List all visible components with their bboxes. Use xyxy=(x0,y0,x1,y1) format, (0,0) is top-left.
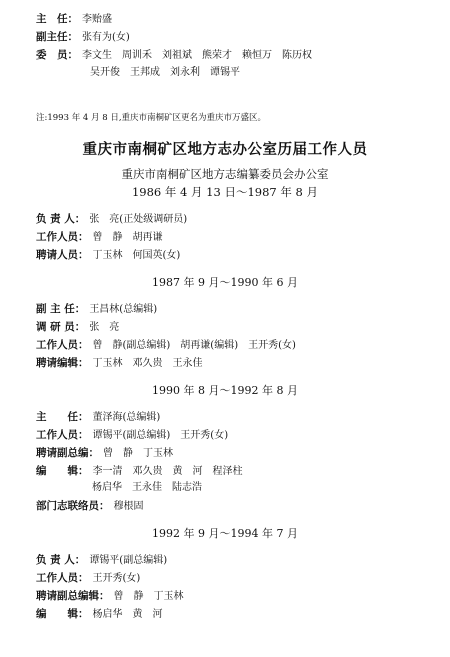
page-title: 重庆市南桐矿区地方志办公室历届工作人员 xyxy=(82,142,368,158)
period4-editors-value: 杨启华 黄 河 xyxy=(92,609,163,620)
period2-range: 1987 年 9 月～1990 年 6 月 xyxy=(152,276,298,289)
period4-deputy-editor-value: 曾 静 丁玉林 xyxy=(113,591,184,602)
period3-staff-label: 工作人员： xyxy=(36,429,89,441)
rename-note: 注:1993 年 4 月 8 日,重庆市南桐矿区更名为重庆市万盛区。 xyxy=(36,113,267,123)
period1-staff-row xyxy=(36,230,163,245)
members-line2: 吴开俊 王邦成 刘永利 谭锡平 xyxy=(90,67,240,78)
period4-head-label: 负 责 人： xyxy=(36,554,86,566)
period3-director-value: 董泽海(总编辑) xyxy=(92,412,161,423)
period3-deputy-editor-value: 曾 静 丁玉林 xyxy=(103,448,173,459)
director-value: 李贻盛 xyxy=(82,14,112,25)
period4-deputy-editor-row xyxy=(36,589,184,604)
period2-deputy-row xyxy=(36,302,157,317)
members-label: 委 员： xyxy=(36,49,78,61)
deputy-row xyxy=(36,30,130,45)
period3-editors-line1: 李一清 邓久贵 黄 河 程泽柱 xyxy=(92,466,243,477)
period3-deputy-editor-label: 聘请副总编： xyxy=(36,447,99,459)
period4-range: 1992 年 9 月～1994 年 7 月 xyxy=(152,527,298,540)
period2-researcher-value: 张 亮 xyxy=(89,322,120,333)
period2-researcher-row xyxy=(36,320,119,335)
period4-staff-label: 工作人员： xyxy=(36,572,89,584)
period1-staff-label: 工作人员： xyxy=(36,231,89,243)
period3-editors-line2: 杨启华 王永佳 陆志浩 xyxy=(92,482,202,493)
members-line1: 李文生 周训禾 刘祖斌 熊荣才 赖恒万 陈历权 xyxy=(82,50,312,61)
period3-editors-label: 编 辑： xyxy=(36,465,89,477)
period3-editors-row xyxy=(36,464,243,479)
period2-staff-value: 曾 静(副总编辑) 胡再谦(编辑) 王开秀(女) xyxy=(92,340,296,351)
period1-staff-value: 曾 静 胡再谦 xyxy=(92,232,163,243)
period2-editors-value: 丁玉林 邓久贵 王永佳 xyxy=(92,358,203,369)
period3-editors-row-2 xyxy=(92,481,202,495)
period3-liaison-value: 穆根固 xyxy=(113,501,144,512)
period3-deputy-editor-row xyxy=(36,446,173,461)
period1-head-value: 张 亮(正处级调研员) xyxy=(89,214,188,225)
period1-hired-label: 聘请人员： xyxy=(36,249,89,261)
period4-head-row xyxy=(36,553,167,568)
subtitle: 重庆市南桐矿区地方志编纂委员会办公室 xyxy=(121,167,329,181)
period3-staff-row xyxy=(36,428,228,443)
period4-editors-label: 编 辑： xyxy=(36,608,89,620)
deputy-label: 副主任： xyxy=(36,31,78,43)
period2-editors-label: 聘请编辑： xyxy=(36,357,89,369)
members-row-2 xyxy=(90,66,240,80)
period1-range: 1986 年 4 月 13 日～1987 年 8 月 xyxy=(131,185,319,199)
period2-staff-row xyxy=(36,338,296,353)
period2-researcher-label: 调 研 员： xyxy=(36,321,86,333)
director-label: 主 任： xyxy=(36,13,78,25)
deputy-value: 张有为(女) xyxy=(82,32,130,43)
period3-staff-value: 谭锡平(副总编辑) 王开秀(女) xyxy=(92,430,229,441)
period2-editors-row xyxy=(36,356,203,371)
period2-deputy-label: 副 主 任： xyxy=(36,303,86,315)
period1-hired-row xyxy=(36,248,180,263)
period3-director-label: 主 任： xyxy=(36,411,89,423)
period2-deputy-value: 王昌林(总编辑) xyxy=(89,304,158,315)
members-row xyxy=(36,48,312,63)
director-row xyxy=(36,12,112,27)
period3-liaison-label: 部门志联络员： xyxy=(36,500,110,512)
period2-staff-label: 工作人员： xyxy=(36,339,89,351)
period3-director-row xyxy=(36,410,160,425)
period4-staff-row xyxy=(36,571,140,586)
period1-head-row xyxy=(36,212,187,227)
period4-head-value: 谭锡平(副总编辑) xyxy=(89,555,168,566)
period1-hired-value: 丁玉林 何国英(女) xyxy=(92,250,181,261)
period4-staff-value: 王开秀(女) xyxy=(92,573,141,584)
period3-liaison-row xyxy=(36,499,144,514)
period4-deputy-editor-label: 聘请副总编辑： xyxy=(36,590,110,602)
period4-editors-row xyxy=(36,607,163,622)
period1-head-label: 负 责 人： xyxy=(36,213,86,225)
period3-range: 1990 年 8 月～1992 年 8 月 xyxy=(152,384,298,397)
